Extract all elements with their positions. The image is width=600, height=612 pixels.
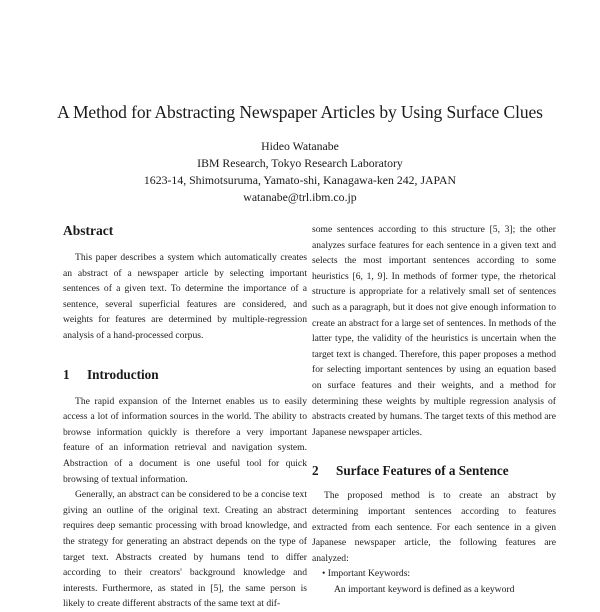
paper-title: A Method for Abstracting Newspaper Articles by Using Surface Clues xyxy=(57,102,543,122)
bullet-item-important-keywords xyxy=(312,566,556,582)
author-name: Hideo Watanabe xyxy=(261,139,339,153)
right-column xyxy=(312,222,556,597)
section-1-number: 1 xyxy=(63,366,70,382)
section-1-paragraph-2: Generally, an abstract can be considered to be a concise text giving an outline of the original text. Creating an abstract requires deep semantic processing with broad knowledge, and the strategy for generating an abstract depends on the type of target text. Abstracts created by humans tend to differ according to their creators' background knowledge and interests. Furthermore, as stated in [5], the same person is likely to create different abstracts of the same text at dif- xyxy=(63,489,307,610)
section-1-title: Introduction xyxy=(87,366,159,382)
left-column xyxy=(63,222,307,612)
section-2-number: 2 xyxy=(312,463,319,479)
bullet-sub-text: An important keyword is defined as a keyword xyxy=(334,583,515,595)
section-2-heading xyxy=(312,462,556,480)
abstract-heading: Abstract xyxy=(63,223,114,238)
section-1-heading xyxy=(63,366,307,384)
section-1-paragraph-1: The rapid expansion of the Internet enables us to easily access a lot of information sources in the world. The ability to browse information quickly is therefore a very important feature of an information retrieval and navigation system. Abstraction of a document is one useful tool for quick browsing of textual information. xyxy=(63,395,307,485)
author-address: 1623-14, Shimotsuruma, Yamato-shi, Kanagawa-ken 242, JAPAN xyxy=(143,173,457,187)
bullet-symbol: • xyxy=(322,568,326,580)
right-column-continuation: some sentences according to this structure [5, 3]; the other analyzes surface features for each sentence in a given text and selects the most important sentences according to some heuristics [6, 1, 9]. In methods of former type, the rhetorical structure is appropriate for a relatively small set of sentences such as a paragraph, but it does not give enough information to create an abstract for a large set of sentences. In methods of the latter type, the validity of the heuristics is uncertain when the target text is changed. Therefore, this paper proposes a method for selecting important sentences by using an equation based on surface features and their weights, and a method for determining these weights by multiple regression analysis of abstracts created by humans. The target texts of this method are Japanese newspaper articles. xyxy=(312,224,556,438)
abstract-text: This paper describes a system which automatically creates an abstract of a newspaper article by selecting important sentences of a given text. To determine the importance of a sentence, several superficial features are considered, and weights for features are determined by multiple-regression analysis of a hand-processed corpus. xyxy=(63,252,307,341)
author-affiliation: IBM Research, Tokyo Research Laboratory xyxy=(197,156,403,170)
author-block xyxy=(0,138,600,206)
section-2-paragraph: The proposed method is to create an abstract by determining important sentences according to features extracted from each sentence. For each sentence in a given Japanese newspaper article, the following features are analyzed: xyxy=(312,490,556,564)
section-2-title: Surface Features of a Sentence xyxy=(336,463,509,479)
bullet-label: Important Keywords: xyxy=(327,568,411,580)
author-email: watanabe@trl.ibm.co.jp xyxy=(243,190,357,204)
